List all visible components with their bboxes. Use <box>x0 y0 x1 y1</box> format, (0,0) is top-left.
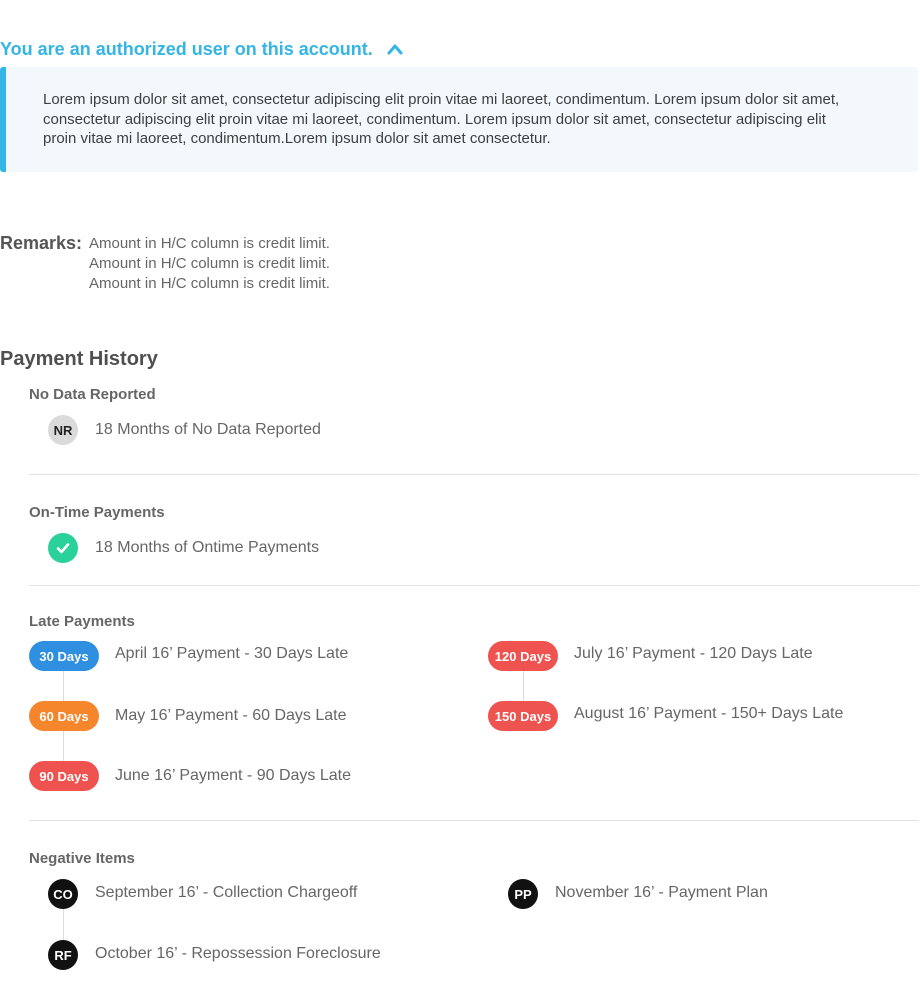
on-time-section-title: On-Time Payments <box>29 504 165 521</box>
section-divider <box>29 585 919 586</box>
timeline-connector <box>523 670 524 702</box>
negative-item-text: October 16’ - Repossession Foreclosure <box>95 944 381 962</box>
late-item <box>488 701 843 731</box>
late-item <box>29 761 351 791</box>
on-time-text: 18 Months of Ontime Payments <box>95 539 320 556</box>
remark-line: Amount in H/C column is credit limit. <box>89 255 330 272</box>
negative-item-text: September 16’ - Collection Chargeoff <box>95 884 358 901</box>
repossession-foreclosure-badge: RF <box>48 940 78 970</box>
authorized-user-info-box <box>0 67 918 172</box>
negative-item <box>508 879 768 909</box>
nr-badge: NR <box>48 415 78 445</box>
remarks-section <box>0 232 330 294</box>
authorized-user-title: You are an authorized user on this account. <box>0 38 373 59</box>
late-item <box>488 641 813 671</box>
late-item-text: May 16’ Payment - 60 Days Late <box>115 707 347 724</box>
negative-section-title: Negative Items <box>29 850 135 867</box>
days-late-badge: 60 Days <box>29 701 99 731</box>
chevron-up-icon <box>387 43 403 55</box>
days-late-badge: 150 Days <box>488 701 558 731</box>
days-late-badge: 90 Days <box>29 761 99 791</box>
payment-plan-badge: PP <box>508 879 538 909</box>
late-section-title: Late Payments <box>29 613 135 630</box>
on-time-row <box>48 533 319 563</box>
late-item <box>29 641 348 671</box>
no-data-row <box>48 415 321 445</box>
remark-line: Amount in H/C column is credit limit. <box>89 275 330 292</box>
collection-chargeoff-badge: CO <box>48 879 78 909</box>
late-item-text: June 16’ Payment - 90 Days Late <box>115 767 351 784</box>
late-item-text: April 16’ Payment - 30 Days Late <box>115 645 349 662</box>
no-data-text: 18 Months of No Data Reported <box>95 421 321 438</box>
section-divider <box>29 820 919 821</box>
negative-item <box>48 879 357 909</box>
payment-history-title: Payment History <box>0 348 158 370</box>
negative-item-text: November 16’ - Payment Plan <box>555 884 768 901</box>
section-divider <box>29 474 919 475</box>
checkmark-icon <box>48 533 78 563</box>
days-late-badge: 30 Days <box>29 641 99 671</box>
remark-line: Amount in H/C column is credit limit. <box>89 235 330 252</box>
timeline-connector <box>63 909 64 940</box>
remarks-label: Remarks: <box>0 233 83 253</box>
days-late-badge: 120 Days <box>488 641 558 671</box>
late-item-text: August 16’ Payment - 150+ Days Late <box>574 705 844 722</box>
remarks-lines <box>89 232 330 294</box>
late-item-text: July 16’ Payment - 120 Days Late <box>574 645 813 662</box>
negative-item <box>48 940 381 970</box>
no-data-section-title: No Data Reported <box>29 386 156 403</box>
authorized-user-description: Lorem ipsum dolor sit amet, consectetur adipiscing elit proin vitae mi laoreet, condimentum. Lorem ipsum dolor sit amet, consectetur adipiscing elit proin vitae mi laoreet, condimentum. Lorem ipsum dolor sit amet, consectetur adipiscing elit proin vitae mi laoreet, condimentum.Lorem ipsum dolor sit amet consectetur. <box>43 91 840 147</box>
late-item <box>29 701 347 731</box>
authorized-user-toggle[interactable] <box>0 36 403 62</box>
